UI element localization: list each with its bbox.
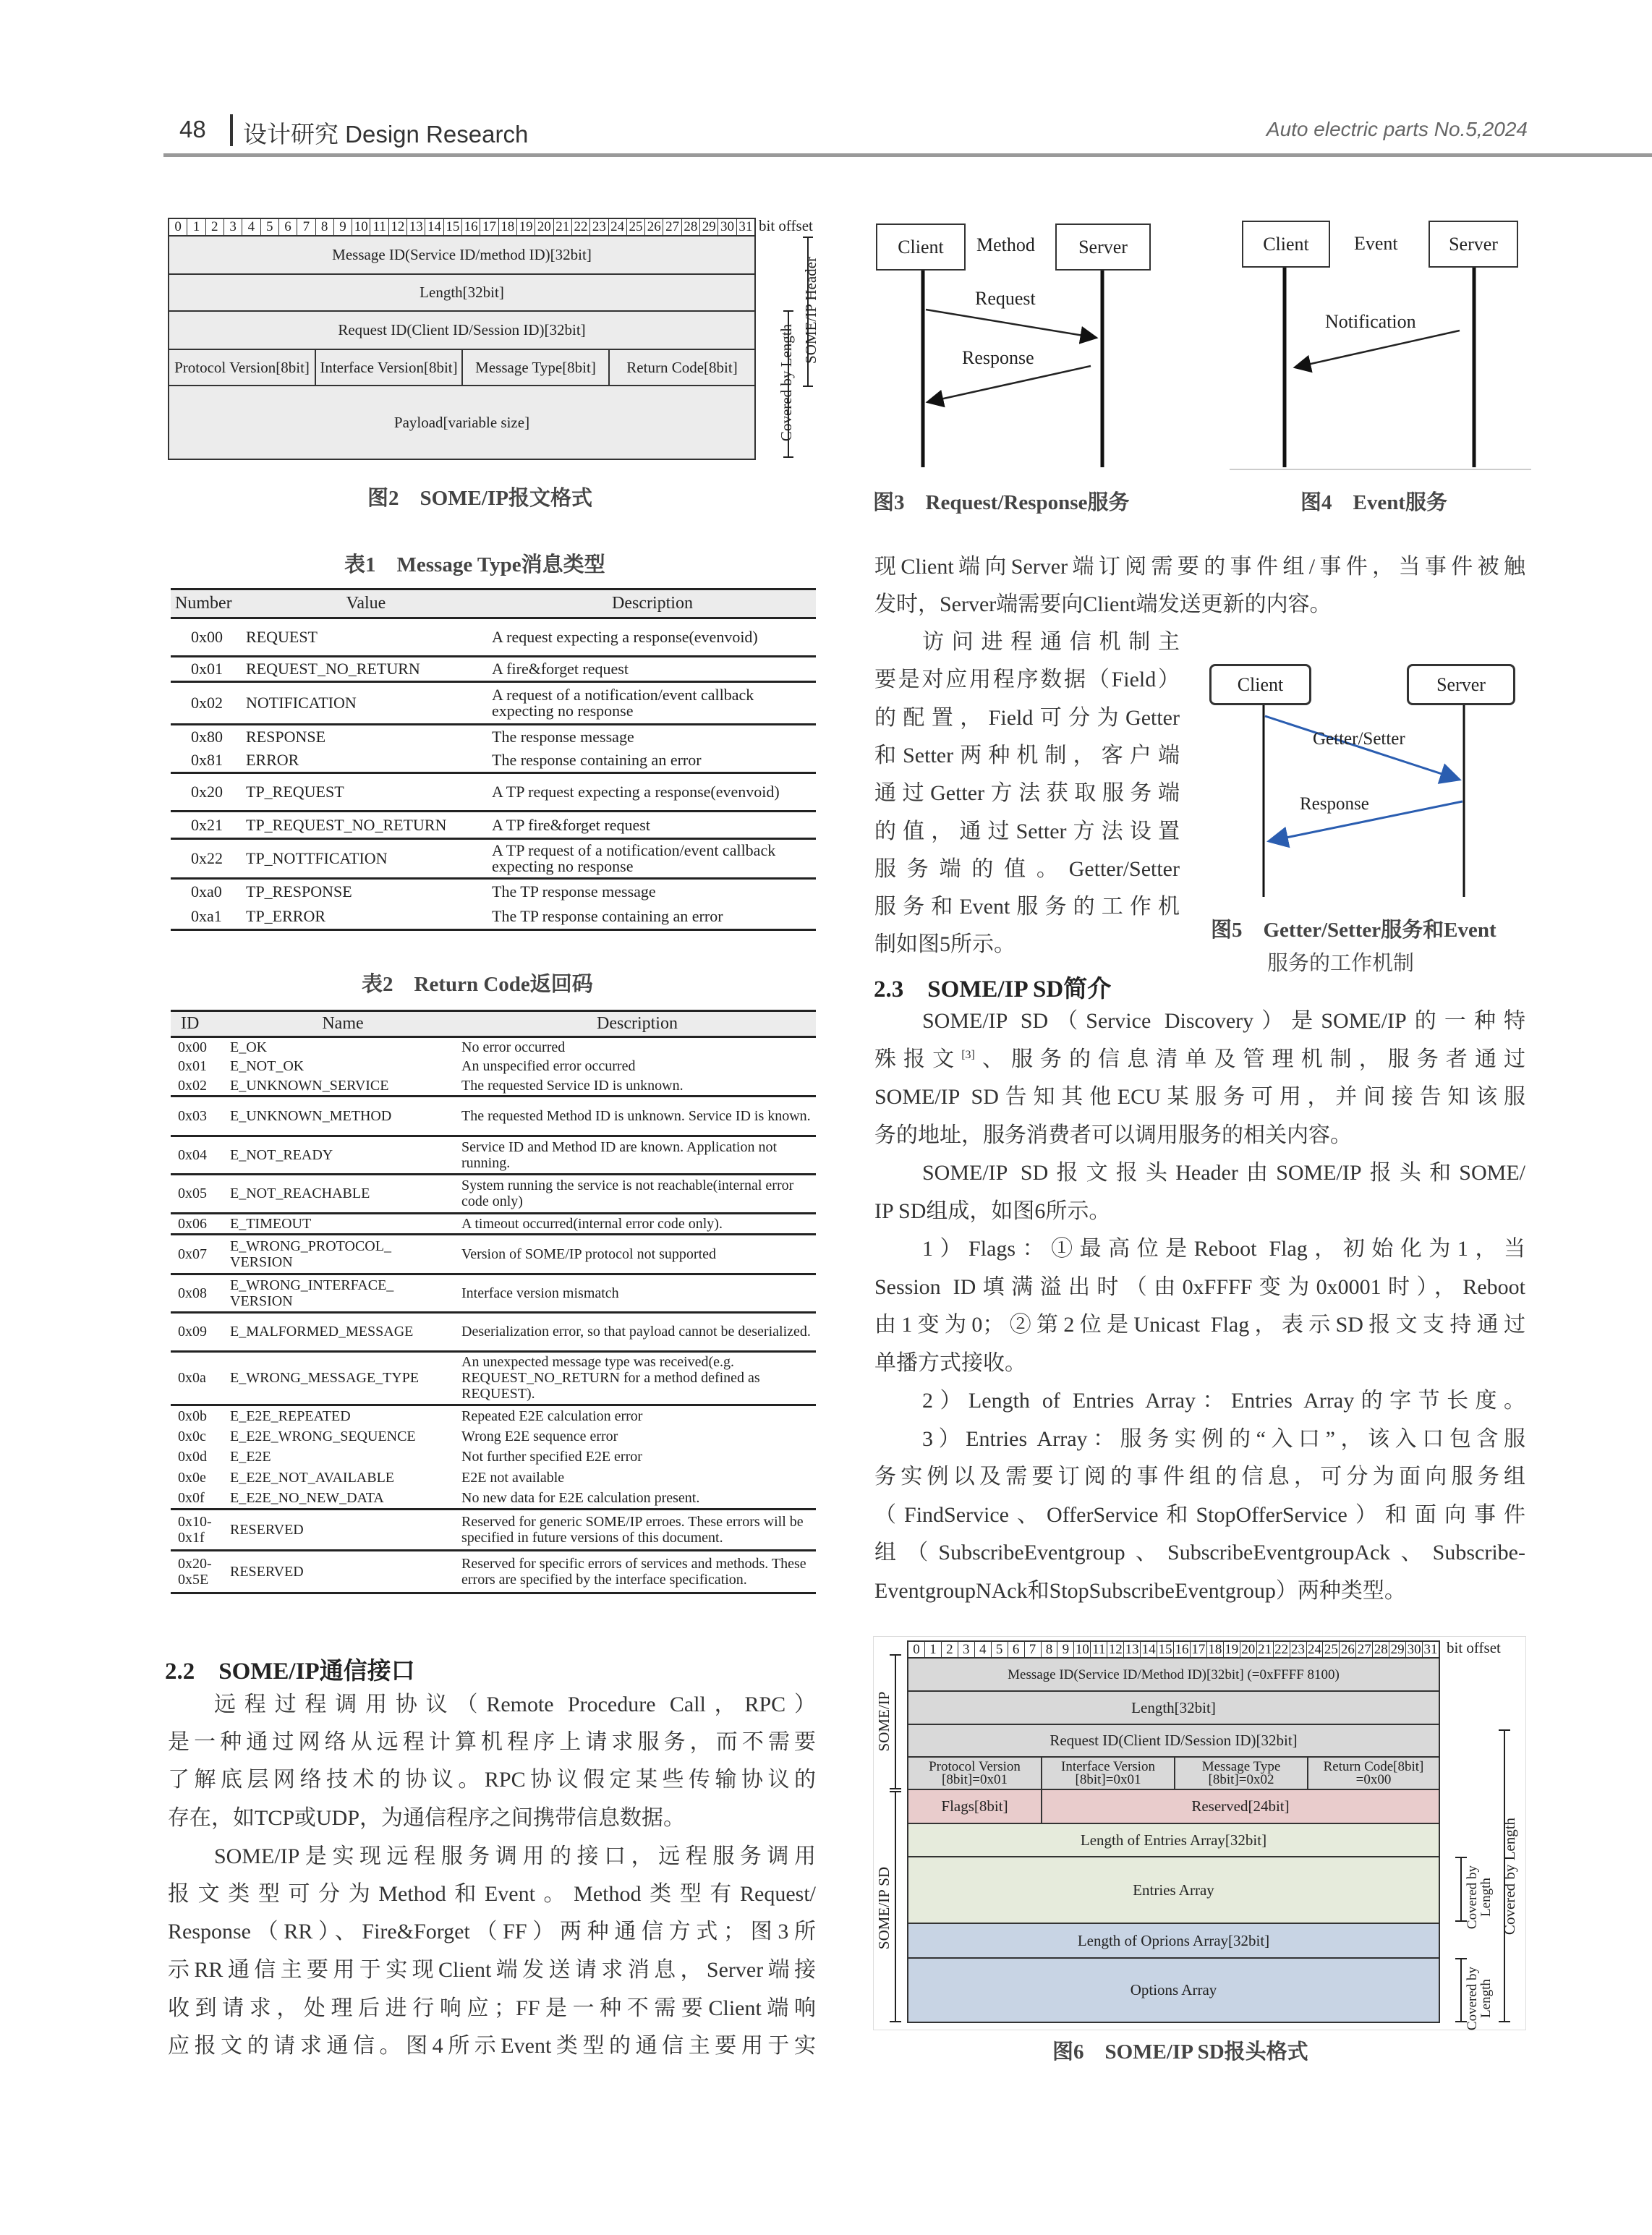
text-line: 单播方式接收。	[874, 1350, 1026, 1375]
figure-6-caption: 图6 SOME/IP SD报头格式	[1052, 2040, 1308, 2064]
bit-cell: 11	[1091, 1642, 1107, 1657]
bit-cell: 26	[1340, 1642, 1356, 1657]
name-cell: TP_RESPONSE	[246, 882, 352, 901]
id-cell: 0x00	[171, 618, 243, 657]
bit-cell: 30	[718, 219, 736, 235]
id-cell: 0x20-0x5E	[171, 1550, 227, 1593]
id-cell: 0x07	[171, 1234, 227, 1274]
description-cell: System running the service is not reachable(internal error code only)	[459, 1174, 816, 1213]
table-row	[171, 1312, 816, 1351]
table-row	[171, 657, 816, 682]
bit-cell: 8	[316, 219, 334, 235]
description-cell: No error occurred	[461, 1039, 566, 1055]
table-row	[171, 1076, 816, 1096]
table-row	[171, 618, 816, 657]
text-line: 存在，如TCP或UDP，为通信程序之间携带信息数据。	[168, 1806, 686, 1830]
bit-cell: 19	[517, 219, 535, 235]
description-cell: Version of SOME/IP protocol not supported	[459, 1234, 816, 1274]
table-header	[171, 1011, 816, 1037]
id-cell: 0x81	[171, 749, 243, 773]
text-line: 访问进程通信机制主	[922, 630, 1180, 654]
length-of-entries-field: Length of Entries Array[32bit]	[907, 1823, 1440, 1857]
table-row	[171, 1136, 816, 1174]
id-cell: 0x01	[171, 657, 243, 682]
description-cell: A TP request of a notification/event callback expecting no response	[489, 839, 816, 879]
bit-cell: 12	[1107, 1642, 1124, 1657]
bit-cell: 8	[1042, 1642, 1058, 1657]
name-cell: E_E2E_REPEATED	[230, 1408, 351, 1424]
description-cell: E2E not available	[461, 1470, 565, 1486]
text-line: 报文类型可分为Method和Event。Method类型有Request/	[168, 1882, 816, 1906]
description-cell: An unexpected message type was received(e.g. REQUEST_NO_RETURN for a method defined as REQUEST).	[459, 1351, 816, 1405]
reserved-field: Reserved[24bit]	[1041, 1789, 1440, 1824]
table-row	[171, 1509, 816, 1550]
bit-cell: 22	[572, 219, 590, 235]
bit-cell: 25	[627, 219, 645, 235]
table-row	[171, 1489, 816, 1510]
figure-3-caption: 图3 Request/Response服务	[873, 491, 1130, 514]
text-line: 的值，通过Setter方法设置	[874, 819, 1180, 843]
table-row	[171, 1174, 816, 1213]
bit-offset-label: bit offset	[759, 217, 813, 234]
id-cell: 0x08	[171, 1274, 227, 1312]
text-line: Session ID填满溢出时（由0xFFFF变为0x0001时），Reboot	[874, 1274, 1525, 1299]
server-box: Server	[1055, 224, 1151, 271]
name-cell: REQUEST_NO_RETURN	[243, 657, 489, 682]
client-box: Client	[876, 224, 966, 271]
text-line: 示RR通信主要用于实现Client端发送请求消息，Server端接	[168, 1958, 816, 1982]
bit-cell: 23	[1290, 1642, 1307, 1657]
return-code-field: Return Code[8bit]	[608, 349, 756, 386]
bracket-lines	[875, 1649, 1526, 2025]
bit-cell: 15	[444, 219, 462, 235]
id-cell: 0x01	[178, 1058, 207, 1075]
name-cell: E_E2E_WRONG_SEQUENCE	[230, 1428, 416, 1444]
someip-label: SOME/IP	[875, 1691, 893, 1752]
name-cell: E_NOT_READY	[227, 1136, 459, 1174]
table-row	[171, 904, 816, 930]
id-cell: 0x0d	[178, 1449, 207, 1465]
id-cell: 0x05	[171, 1174, 227, 1213]
bit-cell: 4	[975, 1642, 992, 1657]
text-line: SOME/IP SD（Service Discovery）是SOME/IP的一种特	[922, 1009, 1525, 1033]
description-cell: Wrong E2E sequence error	[461, 1428, 618, 1444]
bit-cell: 27	[1356, 1642, 1373, 1657]
bit-cell: 16	[462, 219, 480, 235]
bit-cell: 0	[169, 219, 187, 235]
bit-cell: 17	[480, 219, 498, 235]
name-cell: E_E2E_NOT_AVAILABLE	[230, 1470, 395, 1486]
text-line: 3）Entries Array：服务实例的“入口”，该入口包含服	[922, 1426, 1525, 1451]
text-line: 制如图5所示。	[874, 932, 1016, 957]
bit-cell: 28	[682, 219, 700, 235]
id-cell: 0x0f	[171, 1489, 227, 1510]
id-cell: 0x80	[191, 728, 223, 746]
message-type-field: Message Type[8bit]	[461, 349, 610, 386]
text-line: 2）Length of Entries Array：Entries Array的字节长度。	[922, 1389, 1525, 1413]
client-box: Client	[1209, 664, 1311, 705]
covered-by-length-options-label: Covered by Length	[1465, 1966, 1494, 2031]
name-cell: RESERVED	[227, 1550, 459, 1593]
section-2-2-heading: 2.2 SOME/IP通信接口	[165, 1659, 415, 1685]
bit-cell: 1	[187, 219, 205, 235]
name-cell: REQUEST	[243, 618, 489, 657]
bit-cell: 20	[535, 219, 553, 235]
text-line	[874, 1047, 1525, 1073]
entries-array-field: Entries Array	[907, 1856, 1440, 1924]
server-box: Server	[1429, 221, 1518, 268]
name-cell: ERROR	[243, 749, 489, 773]
bit-cell: 4	[242, 219, 260, 235]
name-cell: E_E2E_NO_NEW_DATA	[227, 1489, 459, 1510]
text-line: 务的地址，服务消费者可以调用服务的相关内容。	[874, 1123, 1352, 1147]
return-code-table	[171, 1010, 816, 1594]
bit-cell: 6	[279, 219, 297, 235]
id-cell: 0xa1	[171, 904, 243, 930]
text-line: 是一种通过网络从远程计算机程序上请求服务，而不需要	[168, 1730, 816, 1754]
request-label: Request	[975, 288, 1036, 309]
interface-version-field: Interface Version[8bit]	[315, 349, 463, 386]
description-cell: Service ID and Method ID are known. Application not running.	[459, 1136, 816, 1174]
text-line: SOME/IP是实现远程服务调用的接口，远程服务调用	[214, 1844, 816, 1868]
method-label: Method	[976, 234, 1035, 255]
name-cell: RESPONSE	[246, 728, 326, 746]
bit-cell: 3	[958, 1642, 975, 1657]
figure-5-caption-line-2: 服务的工作机制	[1267, 952, 1415, 975]
page-number: 48	[179, 116, 206, 142]
description-cell: Interface version mismatch	[459, 1274, 816, 1312]
bit-cell: 7	[297, 219, 315, 235]
bit-offset-label: bit offset	[1447, 1639, 1501, 1656]
text-line: 务实例以及需要订阅的事件组的信息，可分为面向服务组	[874, 1465, 1525, 1489]
getter-setter-label: Getter/Setter	[1313, 729, 1405, 749]
table-body	[171, 618, 816, 930]
table-row	[171, 1213, 816, 1234]
column-header: Value	[243, 589, 489, 618]
protocol-version-field: Protocol Version [8bit]=0x01	[907, 1756, 1042, 1790]
notification-label: Notification	[1325, 311, 1416, 332]
journal-info: Auto electric parts No.5,2024	[1266, 118, 1528, 140]
description-cell: The TP response containing an error	[489, 904, 816, 930]
description-cell: Repeated E2E calculation error	[461, 1408, 643, 1424]
flags-field: Flags[8bit]	[907, 1789, 1042, 1824]
table-row	[171, 879, 816, 905]
table-row	[171, 1405, 816, 1426]
name-cell: E_WRONG_PROTOCOL_ VERSION	[227, 1234, 459, 1274]
header-rule	[163, 153, 1652, 157]
bit-cell: 9	[1057, 1642, 1074, 1657]
description-cell: The response containing an error	[489, 749, 816, 773]
bit-cell: 28	[1373, 1642, 1389, 1657]
text-line: 通过Getter方法获取服务端	[874, 781, 1180, 806]
table-row	[171, 1426, 816, 1447]
bit-cell: 9	[334, 219, 352, 235]
payload-field: Payload[variable size]	[168, 385, 756, 460]
bit-cell: 30	[1406, 1642, 1423, 1657]
text-segment: 殊报文	[874, 1047, 962, 1071]
description-cell: An unspecified error occurred	[461, 1058, 636, 1075]
id-cell: 0x0b	[178, 1408, 207, 1424]
id-cell: 0x00	[178, 1039, 207, 1055]
bit-cell: 19	[1224, 1642, 1240, 1657]
name-cell: E_E2E	[230, 1449, 271, 1465]
id-cell: 0x21	[171, 812, 243, 839]
name-cell: RESERVED	[227, 1509, 459, 1550]
citation-reference: [3]	[961, 1048, 975, 1061]
description-cell: The requested Service ID is unknown.	[459, 1076, 816, 1096]
table-row	[171, 725, 816, 749]
bit-cell: 7	[1025, 1642, 1042, 1657]
column-header: Description	[459, 1011, 816, 1037]
length-of-options-field: Length of Oprions Array[32bit]	[907, 1923, 1440, 1959]
bit-cell: 10	[1074, 1642, 1091, 1657]
table-row	[171, 1351, 816, 1405]
table-row	[171, 773, 816, 812]
id-cell: 0x10-0x1f	[171, 1509, 227, 1550]
table-row	[171, 1096, 816, 1136]
bit-cell: 5	[992, 1642, 1008, 1657]
text-line: 和Setter两种机制，客户端	[874, 743, 1180, 767]
description-cell: A request expecting a response(evenvoid)	[489, 618, 816, 657]
name-cell: TP_NOTTFICATION	[243, 839, 489, 879]
bit-cell: 1	[925, 1642, 942, 1657]
description-cell: Deserialization error, so that payload cannot be deserialized.	[459, 1312, 816, 1351]
column-header: Name	[227, 1011, 459, 1037]
description-cell: A TP request expecting a response(evenvoid)	[489, 773, 816, 812]
name-cell: E_MALFORMED_MESSAGE	[227, 1312, 459, 1351]
bit-cell: 16	[1174, 1642, 1191, 1657]
name-cell: TP_REQUEST_NO_RETURN	[243, 812, 489, 839]
text-line: EventgroupNAck和StopSubscribeEventgroup）两种类型。	[874, 1578, 1406, 1603]
bit-cell: 13	[1124, 1642, 1141, 1657]
text-line: 服务和Event服务的工作机	[874, 895, 1180, 919]
table-row	[171, 1447, 816, 1468]
table-row	[171, 1550, 816, 1593]
header-divider	[230, 114, 233, 146]
id-cell: 0x0a	[171, 1351, 227, 1405]
name-cell: E_UNKNOWN_SERVICE	[227, 1076, 459, 1096]
text-line: 1）Flags：①最高位是Reboot Flag，初始化为1，当	[922, 1237, 1525, 1261]
length-field: Length[32bit]	[168, 273, 756, 312]
id-cell: 0x0c	[178, 1428, 206, 1444]
id-cell: 0xa0	[191, 882, 222, 901]
figure-5-caption: 图5 Getter/Setter服务和Event	[1211, 919, 1496, 942]
bit-cell: 31	[1423, 1642, 1438, 1657]
bit-cell: 17	[1191, 1642, 1207, 1657]
response-label: Response	[962, 347, 1034, 368]
header-row	[171, 1011, 816, 1037]
bit-cell: 12	[389, 219, 407, 235]
section-2-3-heading: 2.3 SOME/IP SD简介	[874, 976, 1112, 1002]
bit-cell: 15	[1157, 1642, 1174, 1657]
description-cell: A request of a notification/event callback expecting no response	[489, 682, 816, 725]
text-line: 要是对应用程序数据（Field）	[874, 668, 1180, 692]
column-header: Description	[489, 589, 816, 618]
name-cell: E_OK	[230, 1039, 268, 1055]
bit-cell: 14	[425, 219, 443, 235]
bit-cell: 23	[590, 219, 608, 235]
request-id-field: Request ID(Client ID/Session ID)[32bit]	[168, 310, 756, 350]
message-type-table	[171, 588, 816, 931]
table-1-title: 表1 Message Type消息类型	[344, 553, 605, 576]
table-row	[171, 1468, 816, 1489]
name-cell: E_UNKNOWN_METHOD	[227, 1096, 459, 1136]
name-cell: TP_ERROR	[243, 904, 489, 930]
text-segment: 、服务的信息清单及管理机制，服务者通过	[974, 1047, 1526, 1071]
bit-cell: 2	[206, 219, 224, 235]
table-row	[171, 1037, 816, 1057]
bit-cell: 11	[370, 219, 388, 235]
bit-cell: 31	[738, 219, 753, 234]
request-id-field: Request ID(Client ID/Session ID)[32bit]	[907, 1724, 1440, 1758]
text-line: 发时，Server端需要向Client端发送更新的内容。	[874, 592, 1332, 616]
bit-cell: 24	[1307, 1642, 1324, 1657]
id-cell: 0x20	[171, 773, 243, 812]
section-title: 设计研究 Design Research	[243, 121, 529, 148]
description-cell: A timeout occurred(internal error code only).	[459, 1213, 816, 1234]
name-cell: E_WRONG_MESSAGE_TYPE	[227, 1351, 459, 1405]
options-array-field: Options Array	[907, 1957, 1440, 2023]
text-line: 现Client端向Server端订阅需要的事件组/事件，当事件被触	[874, 555, 1525, 579]
someip-header-label: SOME/IP Header	[802, 257, 819, 364]
bit-cell: 6	[1008, 1642, 1025, 1657]
column-header: Number	[171, 589, 243, 618]
table-2-title: 表2 Return Code返回码	[362, 973, 593, 996]
name-cell: TP_REQUEST	[243, 773, 489, 812]
text-line: 服务端的值。Getter/Setter	[874, 856, 1180, 881]
id-cell: 0x03	[171, 1096, 227, 1136]
column-header: ID	[171, 1011, 227, 1037]
name-cell: NOTIFICATION	[243, 682, 489, 725]
covered-by-length-entries-label: Covered by Length	[1465, 1865, 1494, 1930]
covered-by-length-total-label: Covered by Length	[1501, 1817, 1518, 1936]
id-cell: 0x02	[171, 1076, 227, 1096]
text-line: 收到请求，处理后进行响应；FF是一种不需要Client端响	[168, 1996, 816, 2020]
header-row	[171, 589, 816, 618]
table-row	[171, 682, 816, 725]
description-cell: A fire&forget request	[489, 657, 816, 682]
bit-cell: 27	[663, 219, 681, 235]
description-cell: Reserved for specific errors of services and methods. These errors are specified by the interface specification.	[459, 1550, 816, 1593]
bit-cell: 26	[645, 219, 663, 235]
table-row	[171, 749, 816, 773]
bit-cell: 10	[352, 219, 370, 235]
text-line: SOME/IP SD报文报头Header由SOME/IP报头和SOME/	[922, 1161, 1525, 1185]
id-cell: 0x0e	[178, 1470, 206, 1486]
id-cell: 0x06	[171, 1213, 227, 1234]
description-cell: The TP response message	[492, 882, 656, 901]
covered-by-length-label: Covered by Length	[778, 323, 795, 442]
description-cell: Reserved for generic SOME/IP erroes. These errors will be specified in future versions of this document.	[459, 1509, 816, 1550]
bit-cell: 24	[609, 219, 627, 235]
description-cell: Not further specified E2E error	[461, 1449, 642, 1465]
name-cell: E_WRONG_INTERFACE_ VERSION	[227, 1274, 459, 1312]
text-line: 由1变为0；②第2位是Unicast Flag，表示SD报文支持通过	[874, 1313, 1525, 1337]
server-box: Server	[1407, 664, 1515, 705]
event-label: Event	[1354, 233, 1398, 254]
name-cell: E_TIMEOUT	[227, 1213, 459, 1234]
table-row	[171, 839, 816, 879]
return-code-field: Return Code[8bit] =0x00	[1307, 1756, 1440, 1790]
text-line: IP SD组成，如图6所示。	[874, 1199, 1111, 1223]
bit-cell: 18	[1207, 1642, 1224, 1657]
bit-offset-row	[168, 218, 756, 237]
description-cell: No new data for E2E calculation present.	[459, 1489, 816, 1510]
bit-cell: 13	[407, 219, 425, 235]
text-line: 的配置，Field可分为Getter	[874, 705, 1180, 730]
bit-cell: 5	[261, 219, 279, 235]
text-line: 应报文的请求通信。图4所示Event类型的通信主要用于实	[168, 2034, 816, 2058]
bit-cell: 21	[1257, 1642, 1274, 1657]
text-line: 了解底层网络技术的协议。RPC协议假定某些传输协议的	[168, 1768, 816, 1792]
message-id-field: Message ID(Service ID/Method ID)[32bit] (=0xFFFF 8100)	[907, 1657, 1440, 1692]
table-body	[171, 1037, 816, 1593]
bit-cell: 29	[700, 219, 718, 235]
table-header	[171, 589, 816, 618]
bit-cell: 21	[554, 219, 572, 235]
bit-cell: 3	[224, 219, 242, 235]
bit-cell: 29	[1389, 1642, 1406, 1657]
description-cell: The requested Method ID is unknown. Service ID is known.	[459, 1096, 816, 1136]
text-line: Response（RR）、Fire&Forget（FF）两种通信方式；图3所	[168, 1920, 816, 1944]
id-cell: 0x09	[171, 1312, 227, 1351]
figure-2-caption: 图2 SOME/IP报文格式	[367, 487, 592, 510]
bit-cell: 14	[1141, 1642, 1157, 1657]
id-cell: 0x04	[171, 1136, 227, 1174]
protocol-version-field: Protocol Version[8bit]	[168, 349, 316, 386]
text-line: SOME/IP SD告知其他ECU某服务可用，并间接告知该服	[874, 1085, 1525, 1109]
sequence-arrows	[1230, 265, 1533, 474]
bit-cell: 2	[942, 1642, 958, 1657]
bit-cell: 0	[908, 1642, 925, 1657]
table-row	[171, 1057, 816, 1076]
name-cell: E_NOT_OK	[230, 1058, 305, 1075]
message-type-field: Message Type [8bit]=0x02	[1174, 1756, 1308, 1790]
description-cell: A TP fire&forget request	[489, 812, 816, 839]
text-line: 远程过程调用协议（Remote Procedure Call，RPC）	[214, 1693, 816, 1716]
bit-cell: 18	[499, 219, 517, 235]
figure-4-caption: 图4 Event服务	[1300, 491, 1448, 514]
text-line: 组（SubscribeEventgroup、SubscribeEventgroupAck、Subscribe-	[874, 1541, 1525, 1564]
table-row	[171, 812, 816, 839]
length-field: Length[32bit]	[907, 1690, 1440, 1725]
bit-cell: 20	[1240, 1642, 1257, 1657]
table-row	[171, 1234, 816, 1274]
someip-sd-label: SOME/IP SD	[875, 1866, 893, 1950]
message-id-field: Message ID(Service ID/method ID)[32bit]	[168, 235, 756, 275]
response-label: Response	[1300, 794, 1369, 814]
id-cell: 0x22	[171, 839, 243, 879]
name-cell: E_NOT_REACHABLE	[227, 1174, 459, 1213]
interface-version-field: Interface Version [8bit]=0x01	[1041, 1756, 1175, 1790]
text-line: （FindService、OfferService和StopOfferService）和面向事件	[874, 1502, 1525, 1527]
client-box: Client	[1242, 221, 1330, 268]
bit-cell: 25	[1323, 1642, 1340, 1657]
id-cell: 0x02	[171, 682, 243, 725]
bit-cell: 22	[1274, 1642, 1290, 1657]
table-row	[171, 1274, 816, 1312]
description-cell: The response message	[492, 728, 634, 746]
